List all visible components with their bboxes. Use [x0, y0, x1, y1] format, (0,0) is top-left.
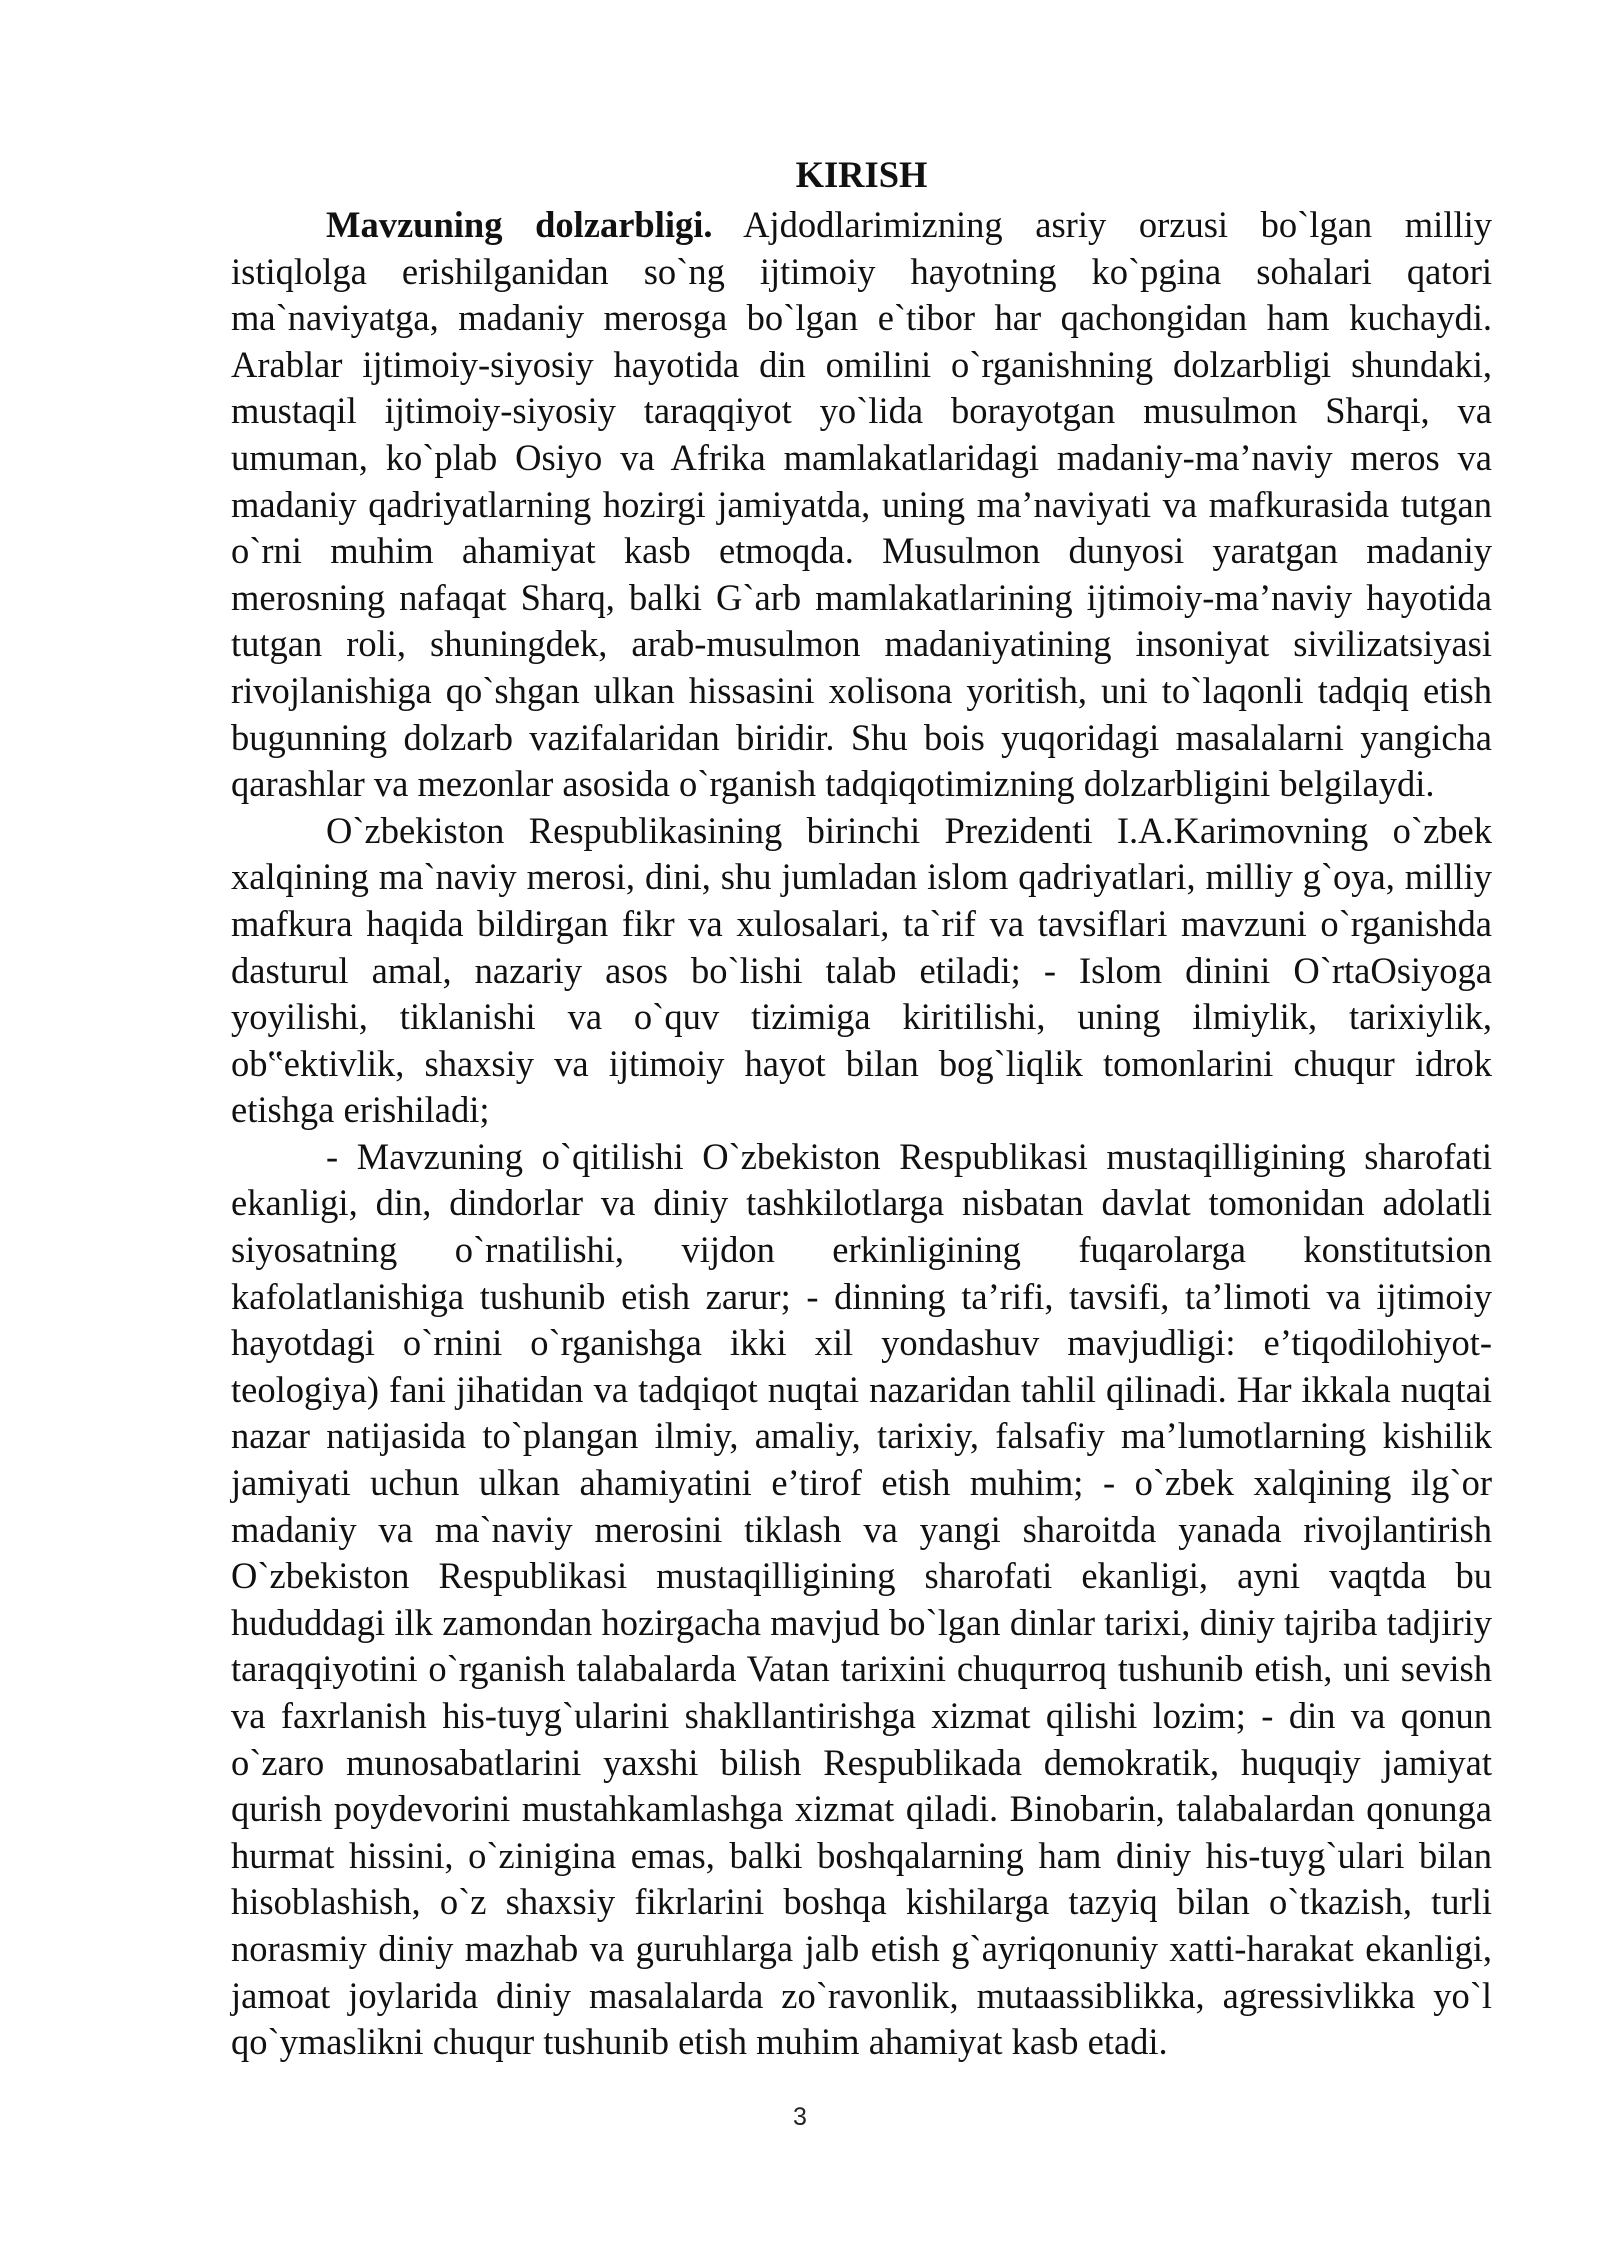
- paragraph-lead: Mavzuning dolzarbligi.: [326, 204, 713, 245]
- paragraph-president: O`zbekiston Respublikasining birinchi Prezidenti I.A.Karimovning o`zbek xalqining ma`naviy merosi, dini, shu jumladan islom qadriyatlari, milliy g`oya, milliy mafkura haqida bildirgan fikr va xulosalari, ta`rif va tavsiflari mavzuni o`rganishda dasturul amal, nazariy asos bo`lishi talab etiladi; - Islom dinini O`rtaOsiyoga yoyilishi, tiklanishi va o`quv tizimiga kiritilishi, uning ilmiylik, tarixiylik, ob‟ektivlik, shaxsiy va ijtimoiy hayot bilan bog`liqlik tomonlarini chuqur idrok etishga erishiladi;: [231, 809, 1492, 1131]
- paragraph-relevance: [231, 202, 1492, 808]
- paragraph-text: Ajdodlarimizning asriy orzusi bo`lgan milliy istiqlolga erishilganidan so`ng ijtimoiy hayotning ko`pgina sohalari qatori ma`naviyatga, madaniy merosga bo`lgan e`tibor har qachongidan ham kuchaydi. Arablar ijtimoiy-siyosiy hayotida din omilini o`rganishning dolzarbligi shundaki, mustaqil ijtimoiy-siyosiy taraqqiyot yo`lida borayotgan musulmon Sharqi, va umuman, ko`plab Osiyo va Afrika mamlakatlaridagi madaniy-ma’naviy meros va madaniy qadriyatlarning hozirgi jamiyatda, uning ma’naviyati va mafkurasida tutgan o`rni muhim ahamiyat kasb etmoqda. Musulmon dunyosi yaratgan madaniy merosning nafaqat Sharq, balki G`arb mamlakatlarining ijtimoiy-ma’naviy hayotida tutgan roli, shuningdek, arab-musulmon madaniyatining insoniyat sivilizatsiyasi rivojlanishiga qo`shgan ulkan hissasini xolisona yoritish, uni to`laqonli tadqiq etish bugunning dolzarb vazifalaridan biridir. Shu bois yuqoridagi masalalarni yangicha qarashlar va mezonlar asosida o`rganish tadqiqotimizning dolzarbligini belgilaydi.: [231, 204, 1492, 805]
- section-heading: KIRISH: [795, 154, 928, 195]
- page-body: [231, 150, 1492, 2066]
- page-number: 3: [793, 2103, 807, 2131]
- paragraph-subject: - Mavzuning o`qitilishi O`zbekiston Respublikasi mustaqilligining sharofati ekanligi, din, dindorlar va diniy tashkilotlarga nisbatan davlat tomonidan adolatli siyosatning o`rnatilishi, vijdon erkinligining fuqarolarga konstitutsion kafolatlanishiga tushunib etish zarur; - dinning ta’rifi, tavsifi, ta’limoti va ijtimoiy hayotdagi o`rnini o`rganishga ikki xil yondashuv mavjudligi: e’tiqodilohiyot-teologiya) fani jihatidan va tadqiqot nuqtai nazaridan tahlil qilinadi. Har ikkala nuqtai nazar natijasida to`plangan ilmiy, amaliy, tarixiy, falsafiy ma’lumotlarning kishilik jamiyati uchun ulkan ahamiyatini e’tirof etish muhim; - o`zbek xalqining ilg`or madaniy va ma`naviy merosini tiklash va yangi sharoitda yanada rivojlantirish O`zbekiston Respublikasi mustaqilligining sharofati ekanligi, ayni vaqtda bu hududdagi ilk zamondan hozirgacha mavjud bo`lgan dinlar tarixi, diniy tajriba tadjiriy taraqqiyotini o`rganish talabalarda Vatan tarixini chuqurroq tushunib etish, uni sevish va faxrlanish his-tuyg`ularini shakllantirishga xizmat qilishi lozim; - din va qonun o`zaro munosabatlarini yaxshi bilish Respublikada demokratik, huquqiy jamiyat qurish poydevorini mustahkamlashga xizmat qiladi. Binobarin, talabalardan qonunga hurmat hissini, o`zinigina emas, balki boshqalarning ham diniy his-tuyg`ulari bilan hisoblashish, o`z shaxsiy fikrlarini boshqa kishilarga tazyiq bilan o`tkazish, turli norasmiy diniy mazhab va guruhlarga jalb etish g`ayriqonuniy xatti-harakat ekanligi, jamoat joylarida diniy masalalarda zo`ravonlik, mutaassiblikka, agressivlikka yo`l qo`ymaslikni chuqur tushunib etish muhim ahamiyat kasb etadi.: [231, 1135, 1492, 2063]
